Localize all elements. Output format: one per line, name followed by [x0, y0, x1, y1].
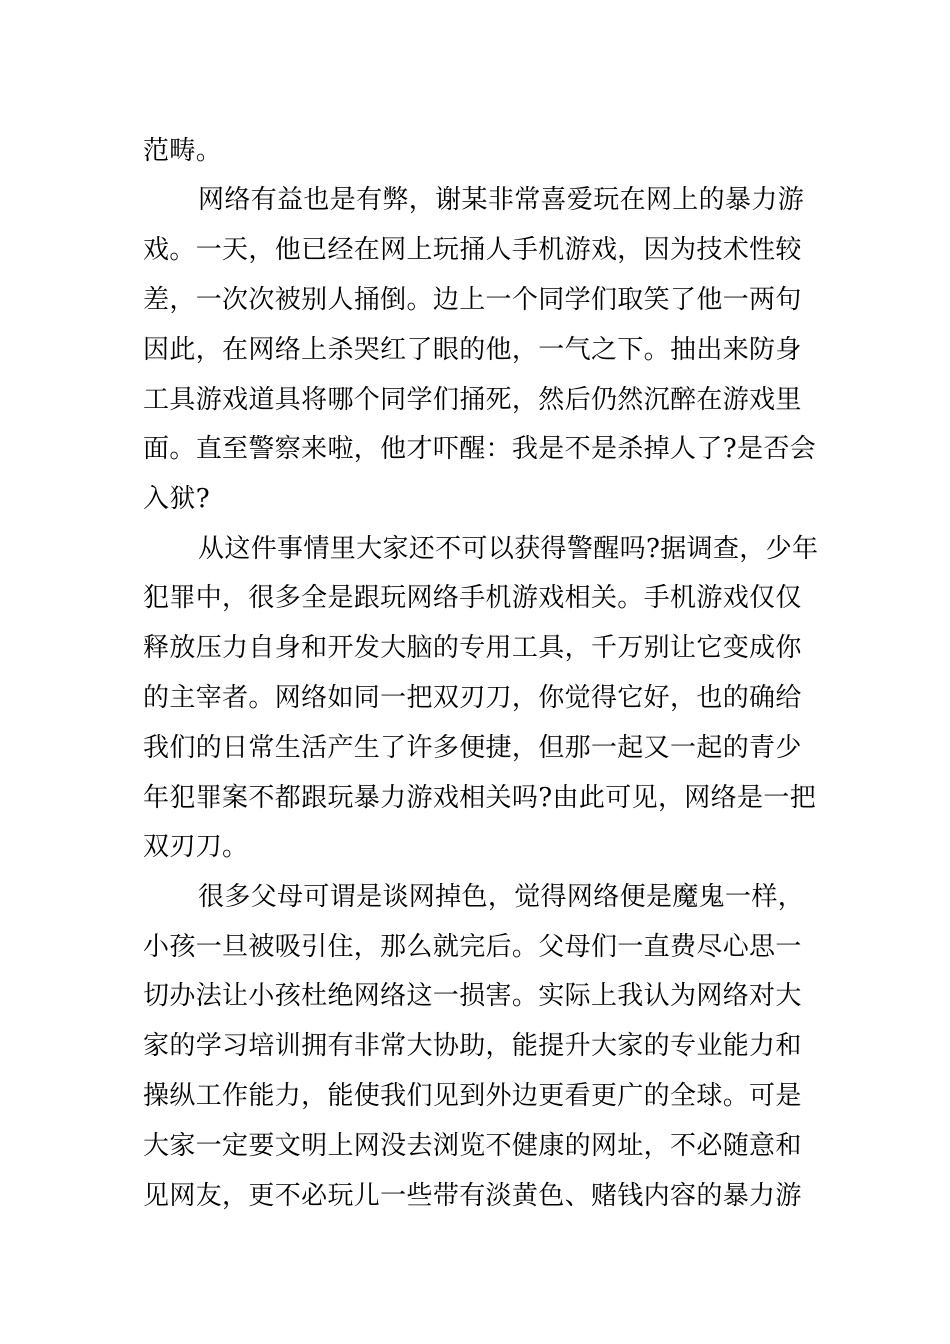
text-line: 小孩一旦被吸引住，那么就完后。父母们一直费尽心思一	[143, 932, 802, 962]
text-line: 大家一定要文明上网没去浏览不健康的网址，不必随意和	[143, 1131, 802, 1161]
text-line: 面。直至警察来啦，他才吓醒：我是不是杀掉人了?是否会	[143, 434, 817, 464]
text-line: 范畴。	[143, 136, 223, 166]
text-line: 双刃刀。	[143, 832, 249, 862]
text-line: 入狱?	[143, 484, 210, 514]
text-line: 操纵工作能力，能使我们见到外边更看更广的全球。可是	[143, 1081, 802, 1111]
paragraph-first-line: 很多父母可谓是谈网掉色，觉得网络便是魔鬼一样，	[198, 882, 805, 912]
text-line: 犯罪中，很多全是跟玩网络手机游戏相关。手机游戏仅仅	[143, 583, 802, 613]
paragraph-first-line: 网络有益也是有弊，谢某非常喜爱玩在网上的暴力游	[198, 185, 805, 215]
text-line: 见网友，更不必玩儿一些带有淡黄色、赌钱内容的暴力游	[143, 1181, 802, 1211]
text-line: 切办法让小孩杜绝网络这一损害。实际上我认为网络对大	[143, 981, 802, 1011]
text-line: 家的学习培训拥有非常大协助，能提升大家的专业能力和	[143, 1031, 802, 1061]
text-line: 释放压力自身和开发大脑的专用工具，千万别让它变成你	[143, 633, 802, 663]
text-line: 我们的日常生活产生了许多便捷，但那一起又一起的青少	[143, 733, 802, 763]
text-line: 年犯罪案不都跟玩暴力游戏相关吗?由此可见，网络是一把	[143, 783, 817, 813]
text-line: 戏。一天，他已经在网上玩捅人手机游戏，因为技术性较	[143, 235, 802, 265]
text-line: 因此，在网络上杀哭红了眼的他，一气之下。抽出来防身	[143, 335, 802, 365]
text-line: 工具游戏道具将哪个同学们捅死，然后仍然沉醉在游戏里	[143, 385, 802, 415]
paragraph-first-line: 从这件事情里大家还不可以获得警醒吗?据调查，少年	[198, 534, 819, 564]
text-line: 的主宰者。网络如同一把双刃刀，你觉得它好，也的确给	[143, 683, 802, 713]
text-line: 差，一次次被别人捅倒。边上一个同学们取笑了他一两句	[143, 285, 802, 315]
